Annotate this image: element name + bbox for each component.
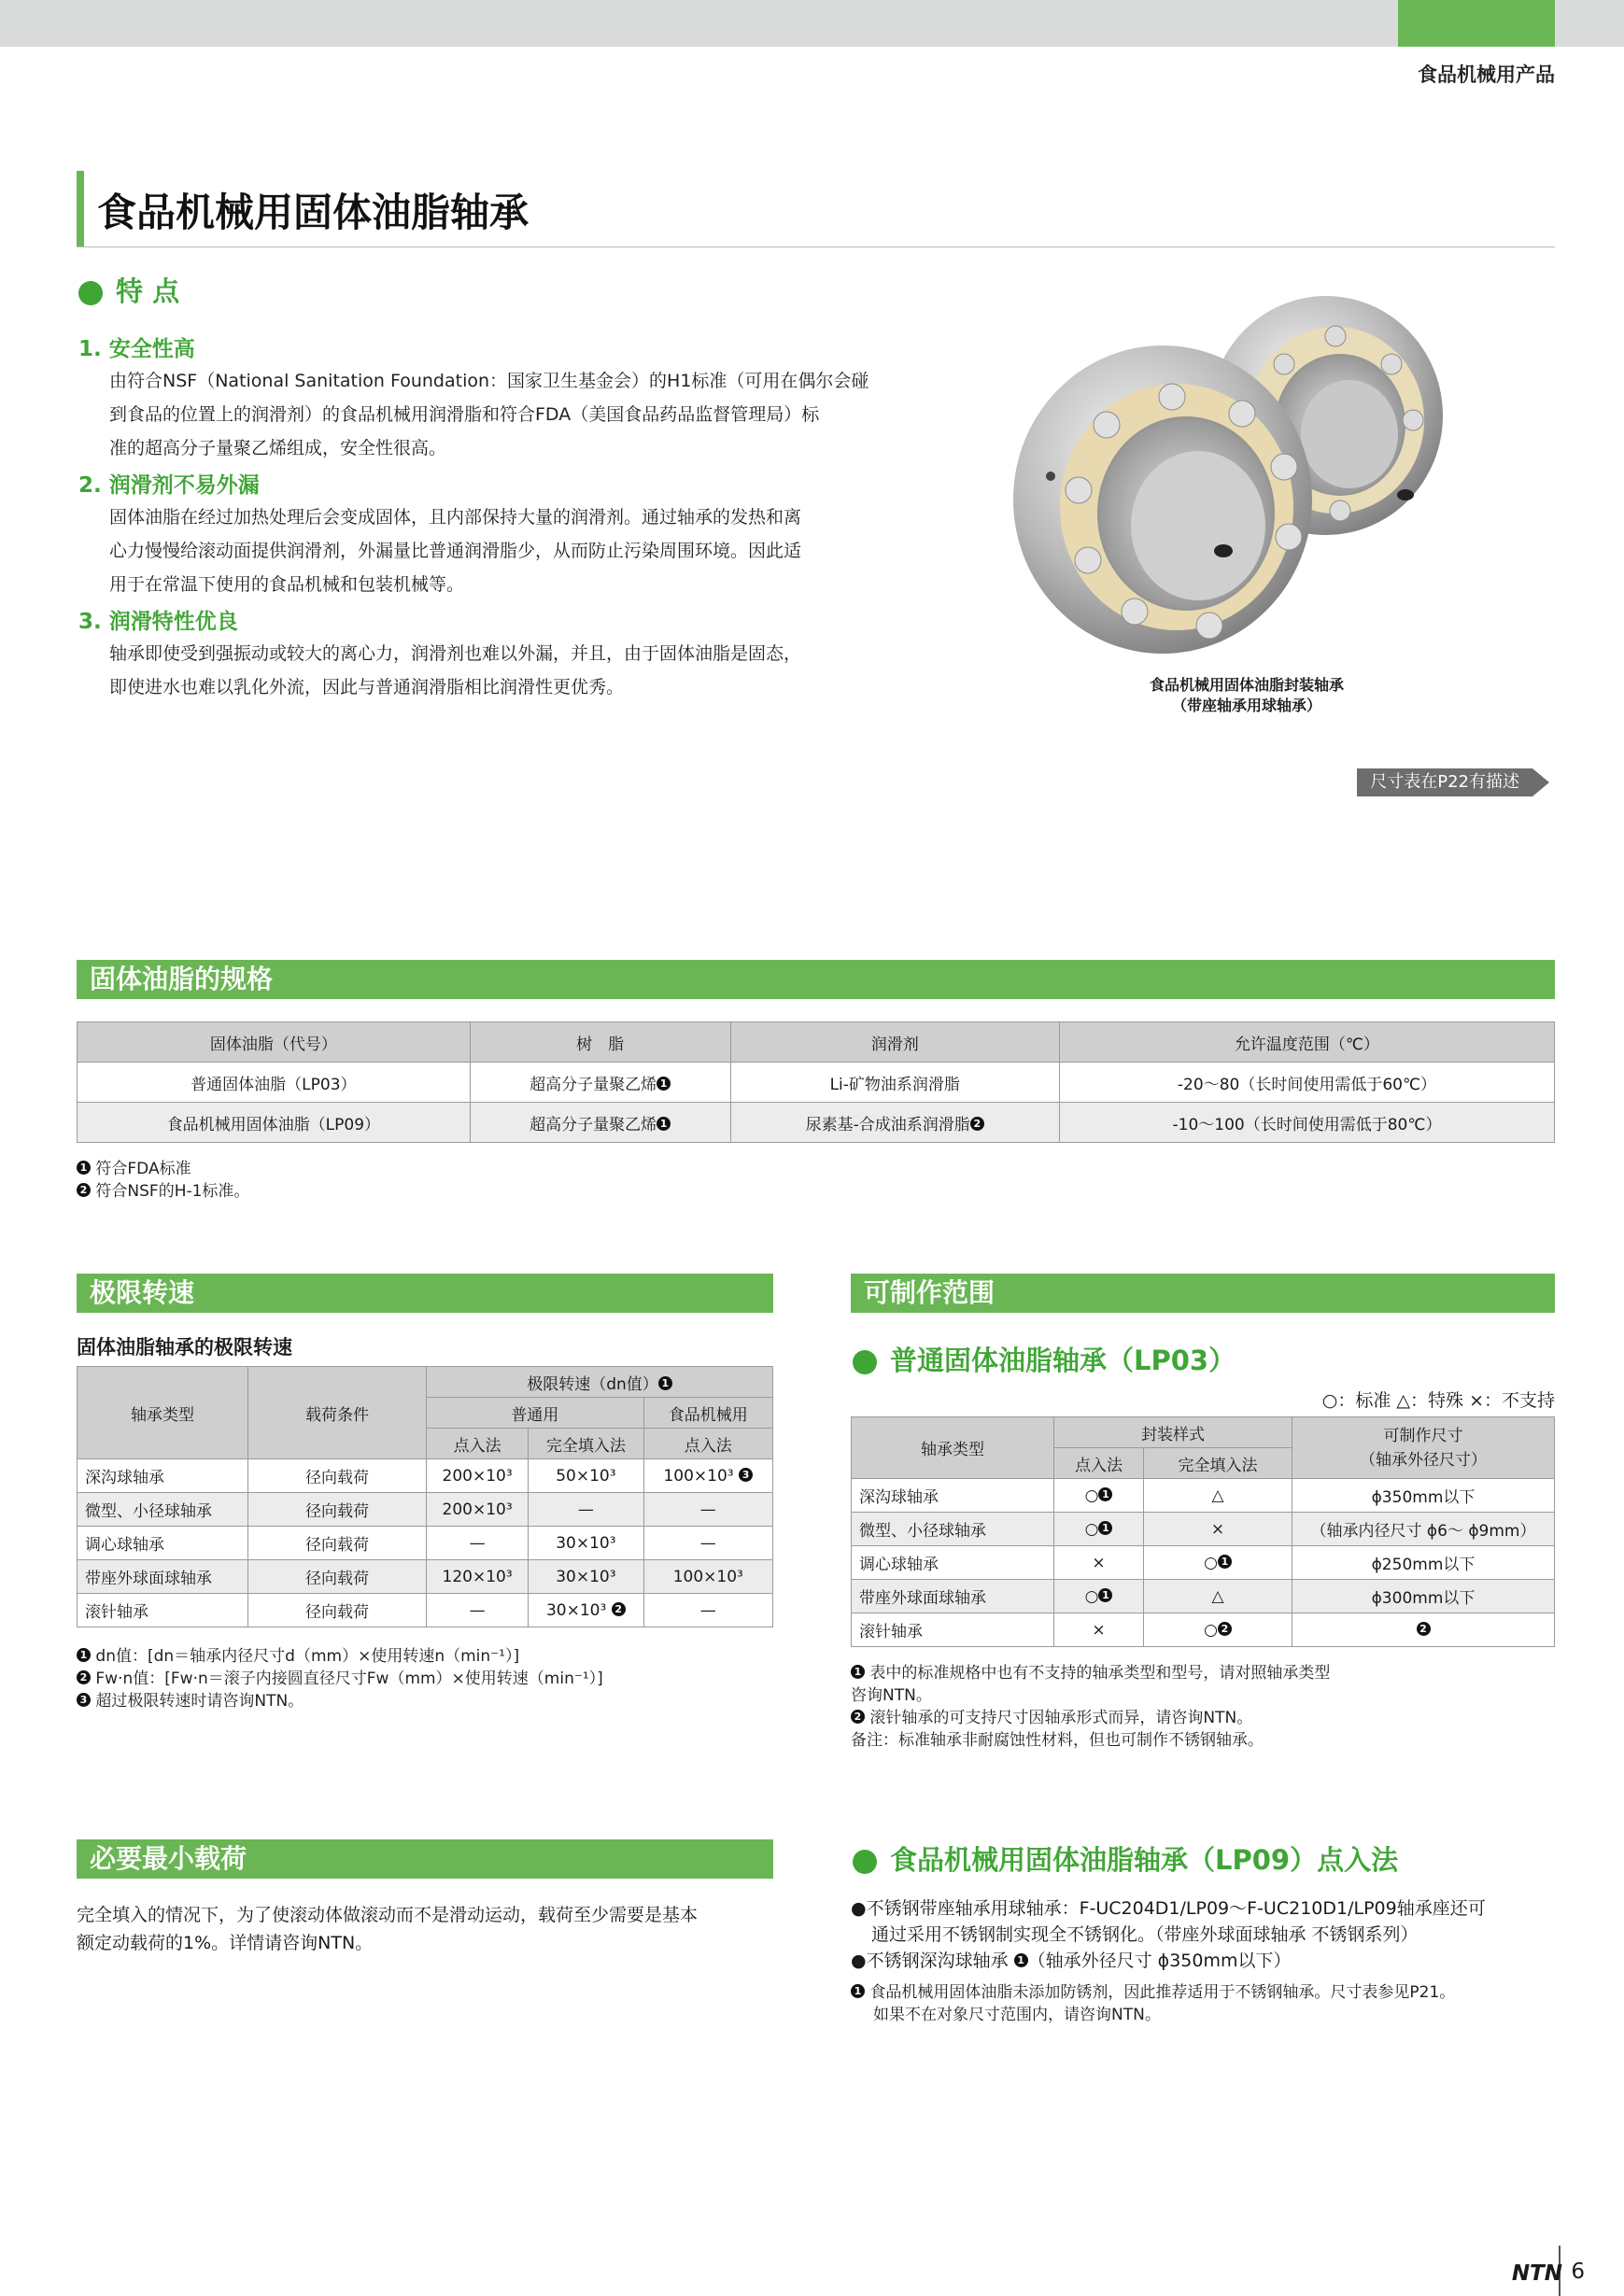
- feature-1-body: 由符合NSF（National Sanitation Foundation：国家卫生基金会）的H1标准（可用在偶尔会碰 到食品的位置上的润滑剂）的食品机械用润滑脂和符合FDA（美国食品药品监督管理局）标 准的超高分子量聚乙烯组成，安全性很高。: [109, 371, 869, 458]
- feature-2-title: 2. 润滑剂不易外漏: [78, 473, 260, 498]
- title-accent: [77, 171, 84, 247]
- page-number: 6: [1571, 2260, 1585, 2284]
- feature-3-title: 3. 润滑特性优良: [78, 610, 238, 634]
- bullet-dot: [853, 1850, 877, 1874]
- table-row: 深沟球轴承 径向载荷 200×10³ 50×10³ 100×10³ 3: [78, 1459, 773, 1493]
- arrow-right-icon: [1532, 768, 1549, 796]
- top-bar: [0, 0, 1624, 47]
- range-notes: 1 表中的标准规格中也有不支持的轴承类型和型号，请对照轴承类型 咨询NTN。 2 滚针轴承的可支持尺寸因轴承形式而异，请咨询NTN。 备注：标准轴承非耐腐蚀性材料，但也可制作不锈钢轴承。: [851, 1664, 1331, 1750]
- speed-band: 极限转速: [77, 1274, 773, 1313]
- table-row: 微型、小径球轴承 径向载荷 200×10³ — —: [78, 1493, 773, 1527]
- grease-notes: 1 符合FDA标准 2 符合NSF的H-1标准。: [77, 1158, 249, 1203]
- top-accent: [1398, 0, 1555, 47]
- table-row: 带座外球面球轴承 径向载荷 120×10³ 30×10³ 100×10³: [78, 1560, 773, 1594]
- feature-3-body: 轴承即使受到强振动或较大的离心力，润滑剂也难以外漏，并且，由于固体油脂是固态， 即使进水也难以乳化外流，因此与普通润滑脂相比润滑性更优秀。: [109, 643, 802, 697]
- range-table: 轴承类型 封装样式 可制作尺寸 （轴承外径尺寸） 点入法 完全填入法 深沟球轴承 ○ 1 △ ϕ350mm以下 微型、小径球轴承 ○ 1 × （轴承内径尺寸 ϕ6～ ϕ9mm） 调心球轴承 × ○ 1 ϕ250mm以下 带座外球面球轴承 ○ 1 △ ϕ300mm以下 滚针轴承 × ○ 2 2: [851, 1416, 1555, 1647]
- table-row: 微型、小径球轴承 ○ 1 × （轴承内径尺寸 ϕ6～ ϕ9mm）: [852, 1513, 1555, 1546]
- col-header: 允许温度范围（℃）: [1059, 1022, 1554, 1063]
- minload-band: 必要最小载荷: [77, 1839, 773, 1879]
- table-row: 食品机械用固体油脂（LP09） 超高分子量聚乙烯 1 尿素基-合成油系润滑脂 2 -10～100（长时间使用需低于80℃）: [78, 1103, 1555, 1143]
- food-notes: 1 食品机械用固体油脂未添加防锈剂，因此推荐适用于不锈钢轴承。尺寸表参见P21。 如果不在对象尺寸范围内，请咨询NTN。: [851, 1981, 1455, 2026]
- speed-subtitle: 固体油脂轴承的极限转速: [77, 1336, 292, 1359]
- col-header: 树 脂: [470, 1022, 730, 1063]
- table-row: 调心球轴承 径向载荷 — 30×10³ —: [78, 1527, 773, 1560]
- features-heading: 特 点: [78, 271, 179, 309]
- food-bullets: ●不锈钢带座轴承用球轴承：F-UC204D1/LP09～F-UC210D1/LP09轴承座还可 通过采用不锈钢制实现全不锈钢化。（带座外球面球轴承 不锈钢系列） ●不锈钢深沟球轴承 1 （轴承外径尺寸 ϕ350mm以下）: [851, 1898, 1486, 1971]
- table-row: 普通固体油脂（LP03） 超高分子量聚乙烯 1 Li-矿物油系润滑脂 -20～80（长时间使用需低于60℃）: [78, 1063, 1555, 1103]
- feature-1-title: 1. 安全性高: [78, 337, 195, 361]
- col-header: 润滑剂: [730, 1022, 1059, 1063]
- range-band: 可制作范围: [851, 1274, 1555, 1313]
- photo-caption: 食品机械用固体油脂封装轴承 （带座轴承用球轴承）: [1149, 676, 1344, 714]
- feature-2-body: 固体油脂在经过加热处理后会变成固体，且内部保持大量的润滑剂。通过轴承的发热和离 心力慢慢给滚动面提供润滑剂，外漏量比普通润滑脂少，从而防止污染周围环境。因此适 用于在常温下使用的食品机械和包装机械等。: [109, 507, 802, 595]
- bearing-photo: [1004, 294, 1490, 668]
- table-row: 深沟球轴承 ○ 1 △ ϕ350mm以下: [852, 1479, 1555, 1513]
- size-table-reference[interactable]: 尺寸表在P22有描述: [1357, 768, 1532, 796]
- header-category: 食品机械用产品: [1418, 63, 1555, 86]
- grease-spec-band: 固体油脂的规格: [77, 960, 1555, 999]
- table-row: 滚针轴承 径向载荷 — 30×10³ 2 —: [78, 1594, 773, 1627]
- page-title: 食品机械用固体油脂轴承: [97, 190, 530, 235]
- range-subheading: 普通固体油脂轴承（LP03）: [853, 1340, 1236, 1378]
- speed-notes: 1 dn值：[dn＝轴承内径尺寸d（mm）×使用转速n（min⁻¹）] 2 Fw·n值：[Fw·n＝滚子内接圆直径尺寸Fw（mm）×使用转速（min⁻¹）] 3 超过极限转速时请咨询NTN。: [77, 1645, 603, 1712]
- bullet-dot: [853, 1350, 877, 1374]
- bullet-dot: [78, 281, 103, 305]
- food-subheading: 食品机械用固体油脂轴承（LP09）点入法: [853, 1839, 1398, 1878]
- table-row: 调心球轴承 × ○ 1 ϕ250mm以下: [852, 1546, 1555, 1580]
- ntn-logo: NTN: [1511, 2261, 1562, 2286]
- table-row: 滚针轴承 × ○ 2 2: [852, 1613, 1555, 1647]
- range-legend: ○：标准 △：特殊 ×：不支持: [1321, 1390, 1555, 1411]
- col-header: 固体油脂（代号）: [78, 1022, 471, 1063]
- table-row: 带座外球面球轴承 ○ 1 △ ϕ300mm以下: [852, 1580, 1555, 1613]
- grease-spec-table: [77, 1021, 1555, 1143]
- minload-body: 完全填入的情况下，为了使滚动体做滚动而不是滑动运动，载荷至少需要是基本 额定动载荷的1%。详情请咨询NTN。: [77, 1905, 699, 1953]
- speed-table: 轴承类型 载荷条件 极限转速（dn值） 1 普通用 食品机械用 点入法 完全填入法 点入法 深沟球轴承 径向载荷 200×10³ 50×10³ 100×10³ 3 微型、小径球轴承 径向载荷 200×10³ — — 调心球轴承 径向载荷 — 30×10³ — 带座外球面球轴承 径向载荷 120×10³ 30×10³ 100×10³ 滚针轴承 径向载荷 — 30×10³ 2 —: [77, 1366, 773, 1627]
